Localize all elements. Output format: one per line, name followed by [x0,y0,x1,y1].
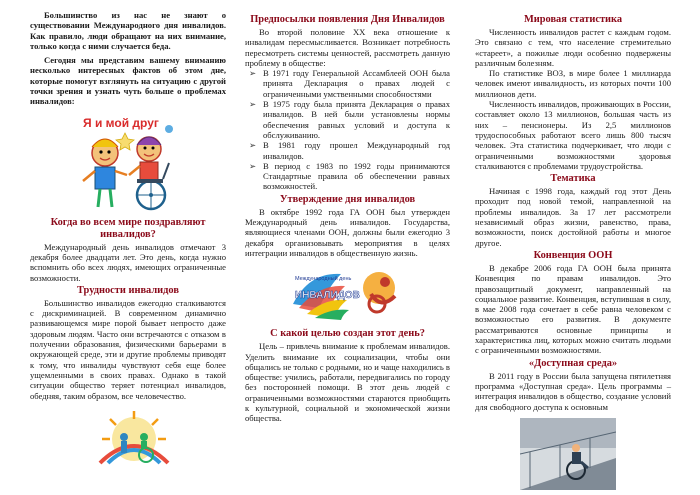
paragraph-when: Международный день инвалидов отмечают 3 декабря более двадцати лет. Это день, когда нужно вспомнить обо всех людях, имеющих ограниченные возможности. [30,241,226,283]
paragraph-background: Во второй половине XX века отношение к инвалидам пересмысливается. Возникает потребность пересмотреть системы ценностей, рассмотреть данную проблему в обществе: [245,27,450,68]
disability-day-banner-image [289,264,407,322]
list-item: ➢ В период с 1983 по 1992 годы принимаются Стандартные правила об обеспечении равных возможностей. [249,160,450,192]
paragraph-stats-1: Численность инвалидов растет с каждым годом. Это связано с тем, что население стремительно «стареет», а пожилые люди особенно подвержены различным болезням. [475,27,671,68]
arrow-bullet-icon: ➢ [249,160,257,171]
heading-convention: Конвенция ООН [533,249,613,261]
paragraph-stats-3: Численность инвалидов, проживающих в России, составляет около 13 миллионов, большая часть из них – пенсионеры. Из 2,5 миллионов трудоспособных работают всего лишь 800 тысяч человек. Эта статистика подчеркивает, что люди с ограниченными возможностями здоровья сталкиваются с проблемами трудоустройства. [475,99,672,171]
list-item: ➢ В 1981 году прошел Международный год инвалидов. [249,140,450,161]
banner-subtitle: Международный день [294,276,351,283]
paragraph-difficulties: Большинство инвалидов ежегодно сталкиваются с дискриминацией. В современном динамично развивающемся мире порой бывает непросто даже здоровым людям. Часто они встречаются с отказом в получении образования, физическими барьерами в окружающей среде, эти и другие проблемы приводят к тому, что инвалиды чувствуют себя еще более ущемленными в своих правах. Однако в такой ситуации общество теряет потенциал инвалидов, обедняя, таким образом, все человечество. [30,297,226,401]
heading-approval: Утверждение дня инвалидов [279,193,416,205]
kids-drawing-image [77,113,179,215]
column-right [475,0,671,495]
intro-paragraph-1: Большинство из нас не знают о существовании Международного дня инвалидов. Как правило, люди обращают на них внимание, только когда с ними случается беда. [30,10,226,51]
paragraph-purpose: Цель – привлечь внимание к проблемам инвалидов. Уделить внимание их социализации, чтобы они общались не только с родными, но и чаще находились в обществе: учились, работали, передвигались по городу без посторонней помощи. В этот день людей с ограниченными возможностями стараются приобщить к культурной, социальной и экономической жизни общества. [245,341,450,424]
heading-access: «Доступная среда» [528,357,618,369]
column-middle [245,0,450,495]
inclusion-logo-image [80,409,188,465]
paragraph-theme: Начиная с 1998 года, каждый год этот День проходит под новой темой, направленной на проблемы инвалидов. За 17 лет рассмотрели независимый образ жизни, равенство, права, возможности, поиск достойной работы и многое другое. [475,186,671,248]
image-caption: Я и мой друг [83,115,159,130]
list-item: ➢ В 1971 году Генеральной Ассамблеей ООН была принята Декларация о правах людей с ограниченными умственными способностями [249,68,450,99]
heading-difficulties: Трудности инвалидов [77,284,179,296]
banner-title: ИНВАЛИДОВ [294,290,360,302]
arrow-bullet-icon: ➢ [249,140,257,151]
heading-theme: Тематика [550,173,596,185]
intro-paragraph-2: Сегодня мы представим вашему вниманию несколько интересных фактов об этом дне, которые помогут взглянуть на ситуацию с другой точки зрения и узнать чуть больше о проблемах инвалидов: [30,55,226,107]
heading-background: Предпосылки появления Дня Инвалидов [250,14,445,25]
paragraph-stats-2: По статистике ВОЗ, в мире более 1 миллиарда человек имеют инвалидность, из которых почти 100 миллионов дети. [475,68,671,99]
paragraph-approval: В октябре 1992 года ГА ООН был утвержден Международный день инвалидов. Государства, являющиеся членами ООН, должны были ежегодно 3 декабря организовывать мероприятия в целях интеграции инвалидов в общественную жизнь. [245,206,450,258]
list-item: ➢ В 1975 году была принята Декларация о правах инвалидов. В ней были установлены нормы обеспечения равных условий и доступа к обслуживанию. [249,99,450,140]
heading-when: Когда во всем мире поздравляют инвалидов? [50,216,206,240]
heading-purpose: С какой целью создан этот день? [270,328,425,340]
paragraph-convention: В декабре 2006 года ГА ООН была принята Конвенция по правам инвалидов. Это правозащитный документ, направленный на социальное развитие. Конвенция, вступившая в силу, в мае 2008 года сочетает в себе равна человеком с возможностью его развития. В документе рассматриваются основные принципы и характеристика лиц, которых можно считать людьми с ограниченными возможностями. [475,262,671,356]
heading-stats: Мировая статистика [523,14,623,25]
column-left [30,0,226,495]
history-bullet-list [245,68,450,192]
arrow-bullet-icon: ➢ [249,99,257,110]
arrow-bullet-icon: ➢ [249,68,257,79]
paragraph-access: В 2011 году в России была запущена пятилетняя программа «Доступная среда». Цель программы – интеграция инвалидов в общество, создание условий для свободного доступа к основным [475,370,671,412]
wheelchair-ramp-photo [520,418,616,490]
